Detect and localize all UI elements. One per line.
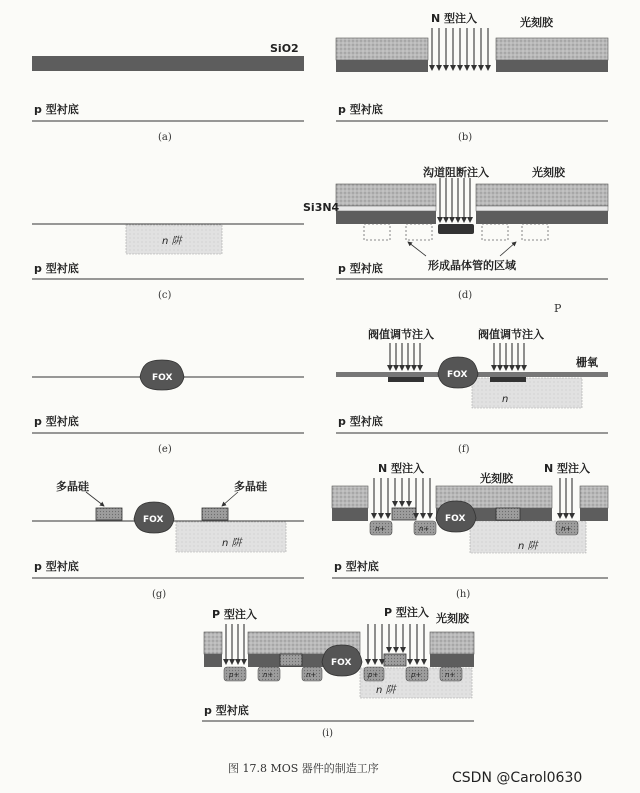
- substrate-label-d: p 型衬底: [338, 262, 383, 275]
- nitride-left-d: [336, 206, 436, 211]
- caption-g: (g): [152, 589, 167, 600]
- n-plus-label-i-1: n+: [263, 671, 274, 679]
- poly-pointer-left: [86, 492, 104, 506]
- caption-c: (c): [158, 290, 172, 301]
- pointer-arrow-1: [408, 242, 426, 256]
- pointer-arrow-2: [500, 242, 516, 256]
- oxide-right-b: [496, 60, 608, 72]
- nitride-right-d: [476, 206, 608, 211]
- caption-b: (b): [458, 132, 473, 143]
- threshold-label-left: 阀值调节注入: [368, 328, 434, 341]
- fox-label-e: FOX: [152, 373, 173, 383]
- implant-arrows-i-left: [226, 624, 244, 664]
- threshold-arrows-right: [494, 343, 524, 370]
- substrate-label-c: p 型衬底: [34, 262, 79, 275]
- fox-label-g: FOX: [143, 515, 164, 525]
- fox-label-h: FOX: [445, 514, 466, 524]
- implant-arrows-b: [432, 28, 488, 70]
- resist-left-b: [336, 38, 428, 60]
- poly-gate-i-right: [384, 654, 406, 666]
- poly-gate-h-left: [392, 508, 416, 520]
- resist-right-b: [496, 38, 608, 60]
- panel-h: [332, 461, 608, 600]
- substrate-label-e: p 型衬底: [34, 415, 79, 428]
- implant-arrows-h-right: [560, 478, 572, 518]
- n-well-label-g: n 阱: [222, 538, 242, 549]
- n-well-label-i: n 阱: [376, 685, 396, 696]
- n-plus-label-i-2: n+: [306, 671, 317, 679]
- sio2-label: SiO2: [270, 42, 299, 55]
- poly-label-right: 多晶硅: [234, 480, 267, 493]
- oxide-left-d: [336, 211, 436, 224]
- threshold-region-right: [490, 377, 526, 382]
- substrate-label-b: p 型衬底: [338, 103, 383, 116]
- oxide-right-h: [580, 508, 608, 521]
- oxide-left-i: [204, 654, 222, 667]
- substrate-label-a: p 型衬底: [34, 103, 79, 116]
- caption-d: (d): [458, 290, 473, 301]
- si3n4-label: Si3N4: [303, 201, 340, 214]
- p-plus-label-2: p+: [368, 671, 379, 679]
- caption-e: (e): [158, 444, 172, 455]
- channel-stop-region: [438, 224, 474, 234]
- photoresist-label-i: 光刻胶: [436, 612, 469, 625]
- fox-label-i: FOX: [331, 658, 352, 668]
- resist-right-h: [580, 486, 608, 508]
- n-plus-label-1: n+: [375, 525, 386, 533]
- n-well-label-h: n 阱: [518, 541, 538, 552]
- fox-label-f: FOX: [447, 370, 468, 380]
- panel-a: [32, 42, 304, 143]
- implant-arrows-d: [440, 178, 470, 222]
- oxide-right-d: [476, 211, 608, 224]
- threshold-region-left: [388, 377, 424, 382]
- n-implant-label-b: N 型注入: [431, 12, 478, 25]
- p-implant-label-i-left: P 型注入: [212, 608, 257, 621]
- poly-label-left: 多晶硅: [56, 480, 89, 493]
- oxide-right-i: [430, 654, 474, 667]
- n-well-label-c: n 阱: [162, 236, 182, 247]
- panel-e: [32, 360, 304, 455]
- p-implant-label-i-mid: P 型注入: [384, 606, 429, 619]
- substrate-label-i: p 型衬底: [204, 704, 249, 717]
- oxide-left-b: [336, 60, 428, 72]
- stray-p-mark: P: [554, 302, 562, 315]
- poly-gate-h-right: [496, 508, 520, 520]
- gate-oxide-label: 栅氧: [576, 356, 598, 369]
- panel-b: [336, 11, 608, 143]
- photoresist-label-h: 光刻胶: [480, 472, 513, 485]
- channel-stop-label: 沟道阻断注入: [423, 166, 489, 179]
- substrate-label-h: p 型衬底: [334, 560, 379, 573]
- substrate-label-g: p 型衬底: [34, 560, 79, 573]
- panel-c: [32, 224, 304, 301]
- p-plus-label-3: p+: [411, 671, 422, 679]
- n-plus-label-i-3: n+: [445, 671, 456, 679]
- poly-gate-left: [96, 508, 122, 520]
- resist-right-i: [430, 632, 474, 654]
- photoresist-label-b: 光刻胶: [520, 16, 553, 29]
- n-implant-label-h-left: N 型注入: [378, 462, 425, 475]
- threshold-arrows-left: [390, 343, 420, 370]
- caption-i: (i): [322, 728, 334, 739]
- resist-left-d: [336, 184, 436, 206]
- n-region-label-f: n: [502, 394, 509, 405]
- p-plus-label-1: p+: [229, 671, 240, 679]
- n-plus-label-3: n+: [561, 525, 572, 533]
- panel-f: [336, 327, 608, 455]
- transistor-region-label: 形成晶体管的区域: [428, 259, 516, 272]
- caption-a: (a): [158, 132, 172, 143]
- resist-left-i: [204, 632, 222, 654]
- figure-caption: 图 17.8 MOS 器件的制造工序: [228, 762, 379, 775]
- resist-right-d: [476, 184, 608, 206]
- n-implant-label-h-right: N 型注入: [544, 462, 591, 475]
- poly-gate-right: [202, 508, 228, 520]
- substrate-label-f: p 型衬底: [338, 415, 383, 428]
- oxide-left-h: [332, 508, 368, 521]
- caption-h: (h): [456, 589, 471, 600]
- csdn-watermark: CSDN @Carol0630: [452, 770, 583, 786]
- poly-pointer-right: [222, 492, 238, 506]
- panel-d: [303, 165, 608, 301]
- poly-gate-i-left: [280, 654, 302, 666]
- panel-g: [32, 479, 304, 600]
- panel-i: [202, 605, 474, 739]
- n-plus-label-2: n+: [419, 525, 430, 533]
- threshold-label-right: 阀值调节注入: [478, 328, 544, 341]
- photoresist-label-d: 光刻胶: [532, 166, 565, 179]
- resist-left-h: [332, 486, 368, 508]
- caption-f: (f): [458, 444, 470, 455]
- sio2-layer: [32, 56, 304, 71]
- n-well-f: [472, 378, 582, 408]
